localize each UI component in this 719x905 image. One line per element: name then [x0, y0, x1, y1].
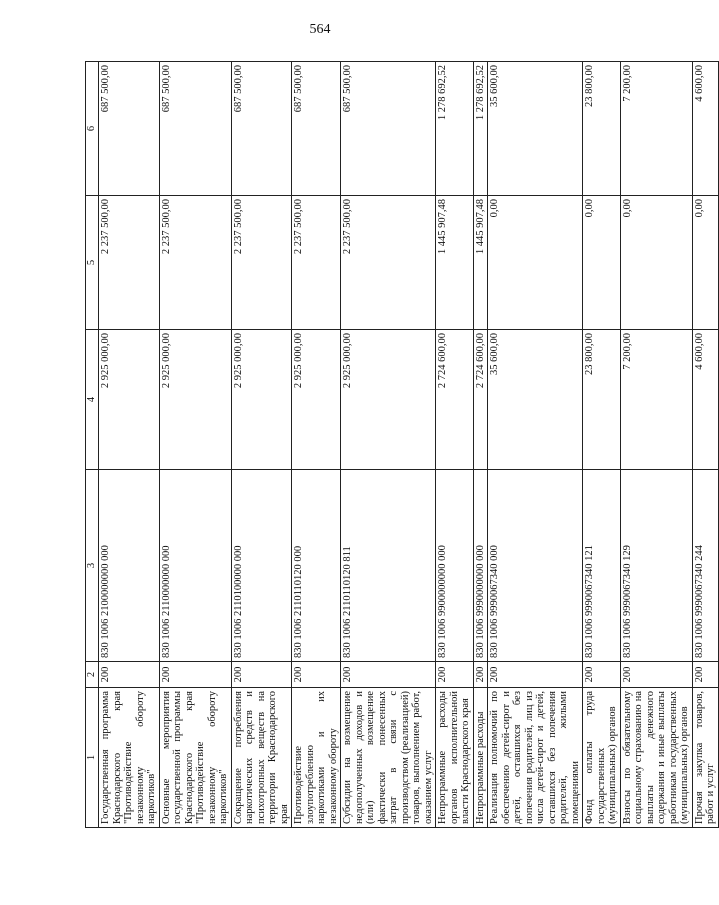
row-value-4: 23 800,00	[583, 330, 621, 470]
row-code: 830 1006 2110110120 811	[341, 470, 436, 662]
row-value-6: 7 200,00	[620, 62, 692, 196]
row-name: Непрограммные расходы органов исполнительной власти Краснодарского края	[436, 688, 474, 828]
row-value-5: 1 445 907,48	[436, 196, 474, 330]
row-value-6: 1 278 692,52	[436, 62, 474, 196]
row-value-6: 35 600,00	[488, 62, 583, 196]
col-header-3: 3	[86, 470, 99, 662]
row-name: Основные мероприятия государственной программы Краснодарского края "Противодействие незаконному обороту наркотиков"	[159, 688, 231, 828]
row-col2: 200	[692, 662, 718, 688]
row-value-4: 2 724 600,00	[473, 330, 488, 470]
table-row	[99, 62, 160, 828]
table-row	[620, 62, 692, 828]
row-col2: 200	[620, 662, 692, 688]
row-value-5: 0,00	[583, 196, 621, 330]
rotated-table-wrapper	[85, 62, 716, 828]
table-row	[488, 62, 583, 828]
row-code: 830 1006 9990067340 244	[692, 470, 718, 662]
row-value-4: 2 724 600,00	[436, 330, 474, 470]
table-row	[692, 62, 718, 828]
row-code: 830 1006 9990067340 121	[583, 470, 621, 662]
budget-table	[85, 61, 719, 828]
row-value-6: 4 600,00	[692, 62, 718, 196]
row-value-4: 2 925 000,00	[99, 330, 160, 470]
row-value-6: 687 500,00	[99, 62, 160, 196]
row-name: Реализация полномочий по обеспечению детей-сирот и детей, оставшихся без попечения родителей, лиц из числа детей-сирот и детей, оставшихся без попечения родителей, жилыми помещениями	[488, 688, 583, 828]
row-name: Государственная программа Краснодарского края "Противодействие незаконному обороту наркотиков"	[99, 688, 160, 828]
row-value-6: 687 500,00	[292, 62, 341, 196]
row-col2: 200	[341, 662, 436, 688]
row-code: 830 1006 9900000000 000	[436, 470, 474, 662]
table-row	[159, 62, 231, 828]
row-name: Противодействие злоупотреблению наркотиками и их незаконному обороту	[292, 688, 341, 828]
row-name: Субсидии на возмещение недополученных доходов и (или) возмещение фактически понесенных затрат в связи с производством (реализацией) товаров, выполнением работ, оказанием услуг	[341, 688, 436, 828]
col-header-4: 4	[86, 330, 99, 470]
row-value-4: 4 600,00	[692, 330, 718, 470]
row-value-5: 0,00	[620, 196, 692, 330]
row-col2: 200	[231, 662, 292, 688]
table-row	[231, 62, 292, 828]
row-value-6: 687 500,00	[159, 62, 231, 196]
row-col2: 200	[159, 662, 231, 688]
row-name: Непрограммные расходы	[473, 688, 488, 828]
table-row	[583, 62, 621, 828]
table-row	[436, 62, 474, 828]
col-header-5: 5	[86, 196, 99, 330]
row-value-5: 2 237 500,00	[99, 196, 160, 330]
col-header-1: 1	[86, 688, 99, 828]
row-value-4: 2 925 000,00	[341, 330, 436, 470]
row-value-5: 1 445 907,48	[473, 196, 488, 330]
row-value-4: 2 925 000,00	[292, 330, 341, 470]
row-value-6: 1 278 692,52	[473, 62, 488, 196]
row-name: Сокращение потребления наркотических средств и психотропных веществ на территории Краснодарского края	[231, 688, 292, 828]
row-value-6: 687 500,00	[341, 62, 436, 196]
row-value-4: 7 200,00	[620, 330, 692, 470]
row-col2: 200	[99, 662, 160, 688]
row-code: 830 1006 2110000000 000	[159, 470, 231, 662]
row-code: 830 1006 9990067340 129	[620, 470, 692, 662]
row-value-6: 687 500,00	[231, 62, 292, 196]
row-code: 830 1006 9990067340 000	[488, 470, 583, 662]
row-code: 830 1006 9990000000 000	[473, 470, 488, 662]
row-code: 830 1006 2110100000 000	[231, 470, 292, 662]
row-col2: 200	[488, 662, 583, 688]
page-number: 564	[309, 22, 331, 37]
row-name: Прочая закупка товаров, работ и услуг	[692, 688, 718, 828]
row-value-5: 2 237 500,00	[341, 196, 436, 330]
header-row	[86, 62, 99, 828]
row-col2: 200	[473, 662, 488, 688]
row-value-5: 2 237 500,00	[159, 196, 231, 330]
row-value-5: 2 237 500,00	[292, 196, 341, 330]
row-value-4: 35 600,00	[488, 330, 583, 470]
row-col2: 200	[436, 662, 474, 688]
row-code: 830 1006 2100000000 000	[99, 470, 160, 662]
row-value-5: 0,00	[692, 196, 718, 330]
row-value-4: 2 925 000,00	[231, 330, 292, 470]
row-value-5: 2 237 500,00	[231, 196, 292, 330]
col-header-2: 2	[86, 662, 99, 688]
row-value-6: 23 800,00	[583, 62, 621, 196]
row-col2: 200	[583, 662, 621, 688]
row-name: Фонд оплаты труда государственных (муниципальных) органов	[583, 688, 621, 828]
table-row	[341, 62, 436, 828]
row-value-4: 2 925 000,00	[159, 330, 231, 470]
row-code: 830 1006 2110110120 000	[292, 470, 341, 662]
col-header-6: 6	[86, 62, 99, 196]
table-row	[292, 62, 341, 828]
table-row	[473, 62, 488, 828]
row-name: Взносы по обязательному социальному страхованию на выплаты денежного содержания и иные выплаты работникам государственных (муниципальных) органов	[620, 688, 692, 828]
row-col2: 200	[292, 662, 341, 688]
row-value-5: 0,00	[488, 196, 583, 330]
